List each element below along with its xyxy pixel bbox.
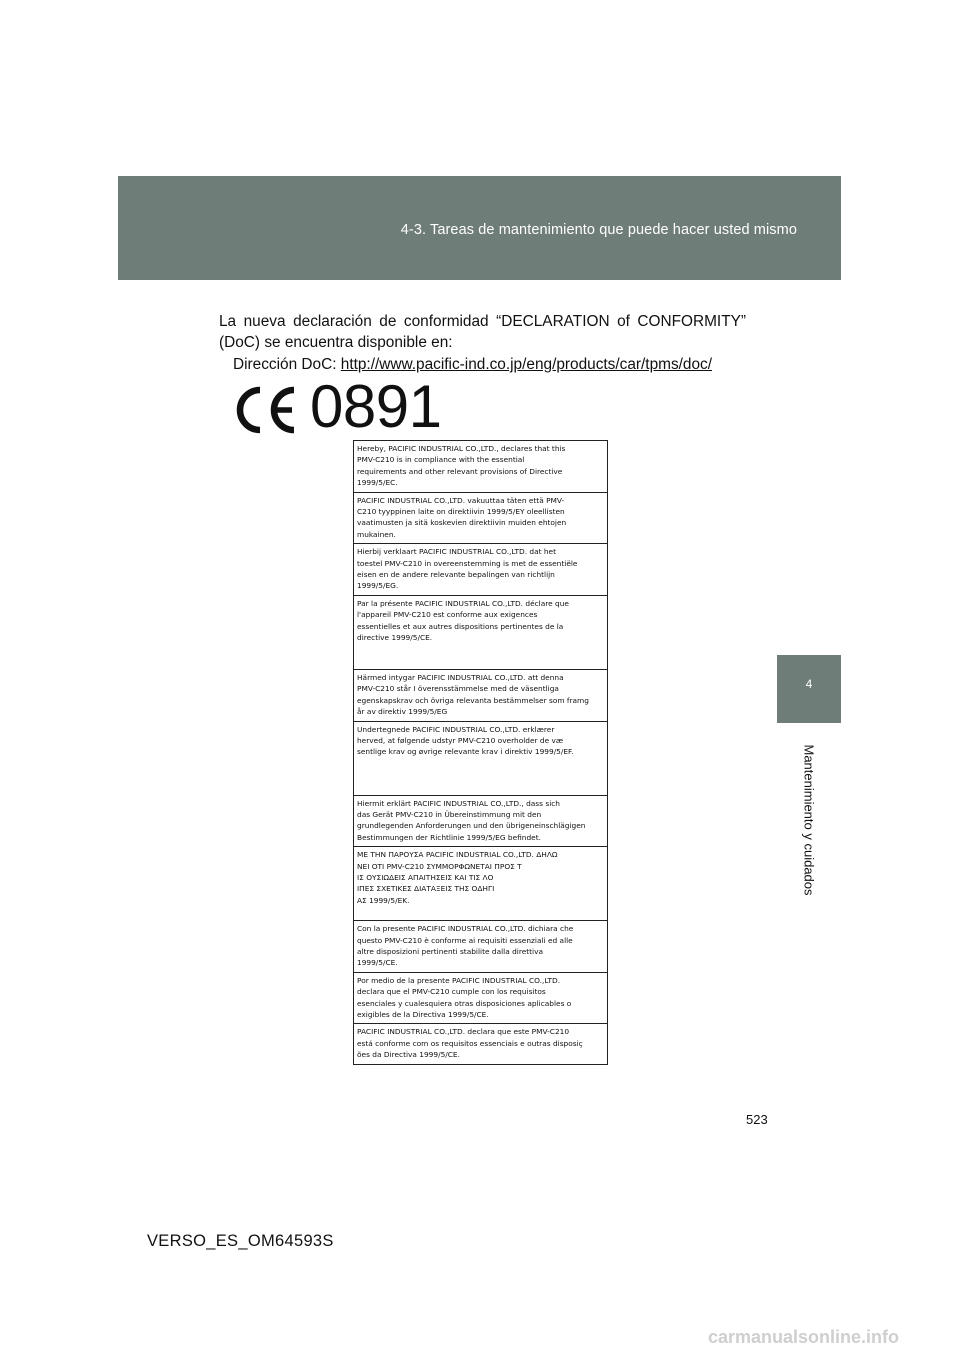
- declaration-greek: ΜΕ ΤΗΝ ΠΑΡΟΥΣΑ PACIFIC INDUSTRIAL CO.,LTD. ΔΗΛΩ ΝΕΙ ΟΤΙ PMV-C210 ΣΥΜΜΟΡΦΩΝΕΤΑΙ ΠΡΟΣ Τ ΙΣ ΟΥΣΙΩΔΕΙΣ ΑΠΑΙΤΗΣΕΙΣ ΚΑΙ ΤΙΣ ΛΟ ΙΠΕΣ ΣΧΕΤΙΚΕΣ ΔΙΑΤΑΞΕΙΣ ΤΗΣ ΟΔΗΓΙ ΑΣ 1999/5/ΕΚ.: [354, 847, 607, 921]
- document-code: VERSO_ES_OM64593S: [147, 1232, 334, 1250]
- declaration-dutch: Hierbij verklaart PACIFIC INDUSTRIAL CO.,LTD. dat het toestel PMV-C210 in overeenstemming is met de essentiële eisen en de andere relevante bepalingen van richtlijn 1999/5/EG.: [354, 544, 607, 596]
- chapter-number: 4: [805, 677, 813, 691]
- declaration-english: Hereby, PACIFIC INDUSTRIAL CO.,LTD., declares that this PMV-C210 is in compliance with the essential requirements and other relevant provisions of Directive 1999/5/EC.: [354, 441, 607, 493]
- doc-address-line: [233, 356, 712, 374]
- page-number: 523: [746, 1112, 768, 1127]
- watermark: carmanualsonline.info: [708, 1327, 900, 1347]
- declaration-german: Hiermit erklärt PACIFIC INDUSTRIAL CO.,LTD., dass sich das Gerät PMV-C210 in Übereinstimmung mit den grundlegenden Anforderungen und den übrigeneinschlägigen Bestimmungen der Richtlinie 1999/5/EG befindet.: [354, 796, 607, 848]
- ce-mark: [230, 374, 460, 444]
- intro-paragraph: La nueva declaración de conformidad “DECLARATION of CONFORMITY” (DoC) se encuentra disponible en:: [219, 313, 746, 351]
- declaration-french: Par la présente PACIFIC INDUSTRIAL CO.,LTD. déclare que l'appareil PMV-C210 est conforme aux exigences essentielles et aux autres dispositions pertinentes de la directive 1999/5/CE.: [354, 596, 607, 670]
- section-title: 4-3. Tareas de mantenimiento que puede hacer usted mismo: [400, 222, 797, 238]
- declarations-table: [353, 440, 608, 1065]
- chapter-label: Mantenimiento y cuidados: [801, 744, 817, 896]
- doc-url-link[interactable]: http://www.pacific-ind.co.jp/eng/products/car/tpms/doc/: [340, 356, 713, 373]
- section-header-bar: [118, 176, 841, 280]
- ce-logo-icon: [230, 384, 300, 436]
- declaration-spanish: Por medio de la presente PACIFIC INDUSTRIAL CO.,LTD. declara que el PMV-C210 cumple con los requisitos esenciales y cualesquiera otras disposiciones aplicables o exigibles de la Directiva 1999/5/CE.: [354, 973, 607, 1025]
- declaration-swedish: Härmed intygar PACIFIC INDUSTRIAL CO.,LTD. att denna PMV-C210 står I överensstämmelse med de väsentliga egenskapskrav och övriga relevanta bestämmelser som framg år av direktiv 1999/5/EG: [354, 670, 607, 722]
- declaration-danish: Undertegnede PACIFIC INDUSTRIAL CO.,LTD. erklærer herved, at følgende udstyr PMV-C210 overholder de væ sentlige krav og øvrige relevante krav i direktiv 1999/5/EF.: [354, 722, 607, 796]
- declaration-finnish: PACIFIC INDUSTRIAL CO.,LTD. vakuuttaa täten että PMV- C210 tyyppinen laite on direktiivin 1999/5/EY oleellisten vaatimusten ja sitä koskevien direktiivin muiden ehtojen mukainen.: [354, 493, 607, 545]
- doc-address-label: Dirección DoC:: [233, 356, 341, 373]
- declaration-portuguese: PACIFIC INDUSTRIAL CO.,LTD. declara que este PMV-C210 está conforme com os requisitos essenciais e outras disposiç ões da Directiva 1999/5/CE.: [357, 1027, 583, 1060]
- chapter-tab: [777, 655, 841, 723]
- notified-body-number: 0891: [310, 373, 442, 440]
- declaration-italian: Con la presente PACIFIC INDUSTRIAL CO.,LTD. dichiara che questo PMV-C210 è conforme ai requisiti essenziali ed alle altre disposizioni pertinenti stabilite dalla direttiva 1999/5/CE.: [354, 921, 607, 973]
